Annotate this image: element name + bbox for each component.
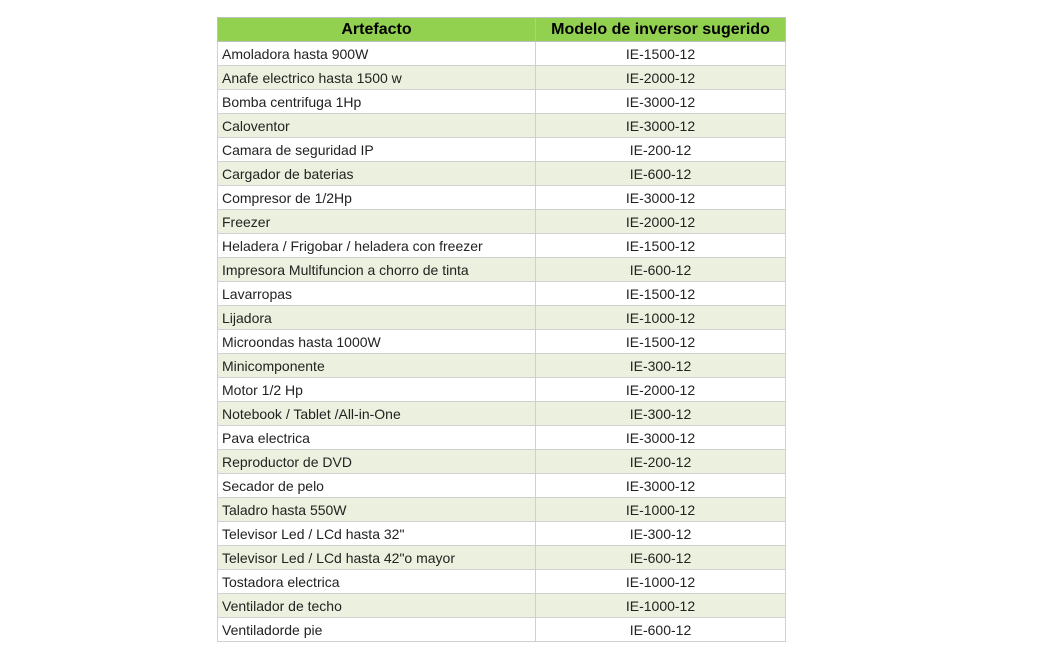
cell-artefacto: Amoladora hasta 900W bbox=[218, 42, 536, 66]
cell-modelo: IE-1500-12 bbox=[536, 42, 786, 66]
table-row bbox=[218, 498, 786, 522]
cell-artefacto: Camara de seguridad IP bbox=[218, 138, 536, 162]
table-header-row bbox=[218, 18, 786, 42]
table-row bbox=[218, 426, 786, 450]
cell-artefacto: Freezer bbox=[218, 210, 536, 234]
cell-modelo: IE-300-12 bbox=[536, 402, 786, 426]
cell-modelo: IE-1500-12 bbox=[536, 282, 786, 306]
cell-modelo: IE-600-12 bbox=[536, 618, 786, 642]
table-row bbox=[218, 114, 786, 138]
table-row bbox=[218, 90, 786, 114]
cell-modelo: IE-1000-12 bbox=[536, 594, 786, 618]
cell-artefacto: Anafe electrico hasta 1500 w bbox=[218, 66, 536, 90]
table-row bbox=[218, 618, 786, 642]
table-row bbox=[218, 354, 786, 378]
table-row bbox=[218, 474, 786, 498]
cell-modelo: IE-3000-12 bbox=[536, 90, 786, 114]
header-modelo: Modelo de inversor sugerido bbox=[536, 18, 786, 42]
cell-modelo: IE-2000-12 bbox=[536, 378, 786, 402]
cell-artefacto: Microondas hasta 1000W bbox=[218, 330, 536, 354]
cell-artefacto: Televisor Led / LCd hasta 42"o mayor bbox=[218, 546, 536, 570]
cell-artefacto: Lavarropas bbox=[218, 282, 536, 306]
cell-modelo: IE-3000-12 bbox=[536, 474, 786, 498]
cell-artefacto: Taladro hasta 550W bbox=[218, 498, 536, 522]
cell-artefacto: Bomba centrifuga 1Hp bbox=[218, 90, 536, 114]
cell-artefacto: Notebook / Tablet /All-in-One bbox=[218, 402, 536, 426]
cell-modelo: IE-600-12 bbox=[536, 546, 786, 570]
table-row bbox=[218, 594, 786, 618]
cell-artefacto: Minicomponente bbox=[218, 354, 536, 378]
cell-artefacto: Secador de pelo bbox=[218, 474, 536, 498]
table-row bbox=[218, 450, 786, 474]
table-row bbox=[218, 306, 786, 330]
cell-modelo: IE-300-12 bbox=[536, 522, 786, 546]
table-row bbox=[218, 378, 786, 402]
cell-modelo: IE-600-12 bbox=[536, 258, 786, 282]
cell-modelo: IE-3000-12 bbox=[536, 114, 786, 138]
cell-modelo: IE-300-12 bbox=[536, 354, 786, 378]
cell-modelo: IE-200-12 bbox=[536, 450, 786, 474]
table-row bbox=[218, 546, 786, 570]
table-row bbox=[218, 330, 786, 354]
cell-artefacto: Heladera / Frigobar / heladera con freezer bbox=[218, 234, 536, 258]
header-artefacto: Artefacto bbox=[218, 18, 536, 42]
cell-artefacto: Cargador de baterias bbox=[218, 162, 536, 186]
cell-modelo: IE-1000-12 bbox=[536, 306, 786, 330]
cell-artefacto: Impresora Multifuncion a chorro de tinta bbox=[218, 258, 536, 282]
cell-modelo: IE-3000-12 bbox=[536, 186, 786, 210]
table-row bbox=[218, 186, 786, 210]
table-row bbox=[218, 282, 786, 306]
cell-modelo: IE-1500-12 bbox=[536, 330, 786, 354]
cell-artefacto: Tostadora electrica bbox=[218, 570, 536, 594]
cell-artefacto: Reproductor de DVD bbox=[218, 450, 536, 474]
table-row bbox=[218, 66, 786, 90]
cell-modelo: IE-2000-12 bbox=[536, 210, 786, 234]
table-row bbox=[218, 522, 786, 546]
cell-artefacto: Lijadora bbox=[218, 306, 536, 330]
table-row bbox=[218, 258, 786, 282]
table-row bbox=[218, 162, 786, 186]
cell-modelo: IE-3000-12 bbox=[536, 426, 786, 450]
cell-artefacto: Ventiladorde pie bbox=[218, 618, 536, 642]
table-row bbox=[218, 402, 786, 426]
cell-modelo: IE-600-12 bbox=[536, 162, 786, 186]
table-row bbox=[218, 210, 786, 234]
cell-artefacto: Compresor de 1/2Hp bbox=[218, 186, 536, 210]
cell-modelo: IE-1000-12 bbox=[536, 570, 786, 594]
cell-artefacto: Televisor Led / LCd hasta 32" bbox=[218, 522, 536, 546]
table-row bbox=[218, 570, 786, 594]
table-row bbox=[218, 234, 786, 258]
cell-modelo: IE-200-12 bbox=[536, 138, 786, 162]
cell-artefacto: Ventilador de techo bbox=[218, 594, 536, 618]
cell-modelo: IE-2000-12 bbox=[536, 66, 786, 90]
table-row bbox=[218, 42, 786, 66]
cell-modelo: IE-1500-12 bbox=[536, 234, 786, 258]
inverter-table bbox=[217, 17, 786, 642]
cell-artefacto: Motor 1/2 Hp bbox=[218, 378, 536, 402]
cell-modelo: IE-1000-12 bbox=[536, 498, 786, 522]
table-row bbox=[218, 138, 786, 162]
cell-artefacto: Caloventor bbox=[218, 114, 536, 138]
cell-artefacto: Pava electrica bbox=[218, 426, 536, 450]
